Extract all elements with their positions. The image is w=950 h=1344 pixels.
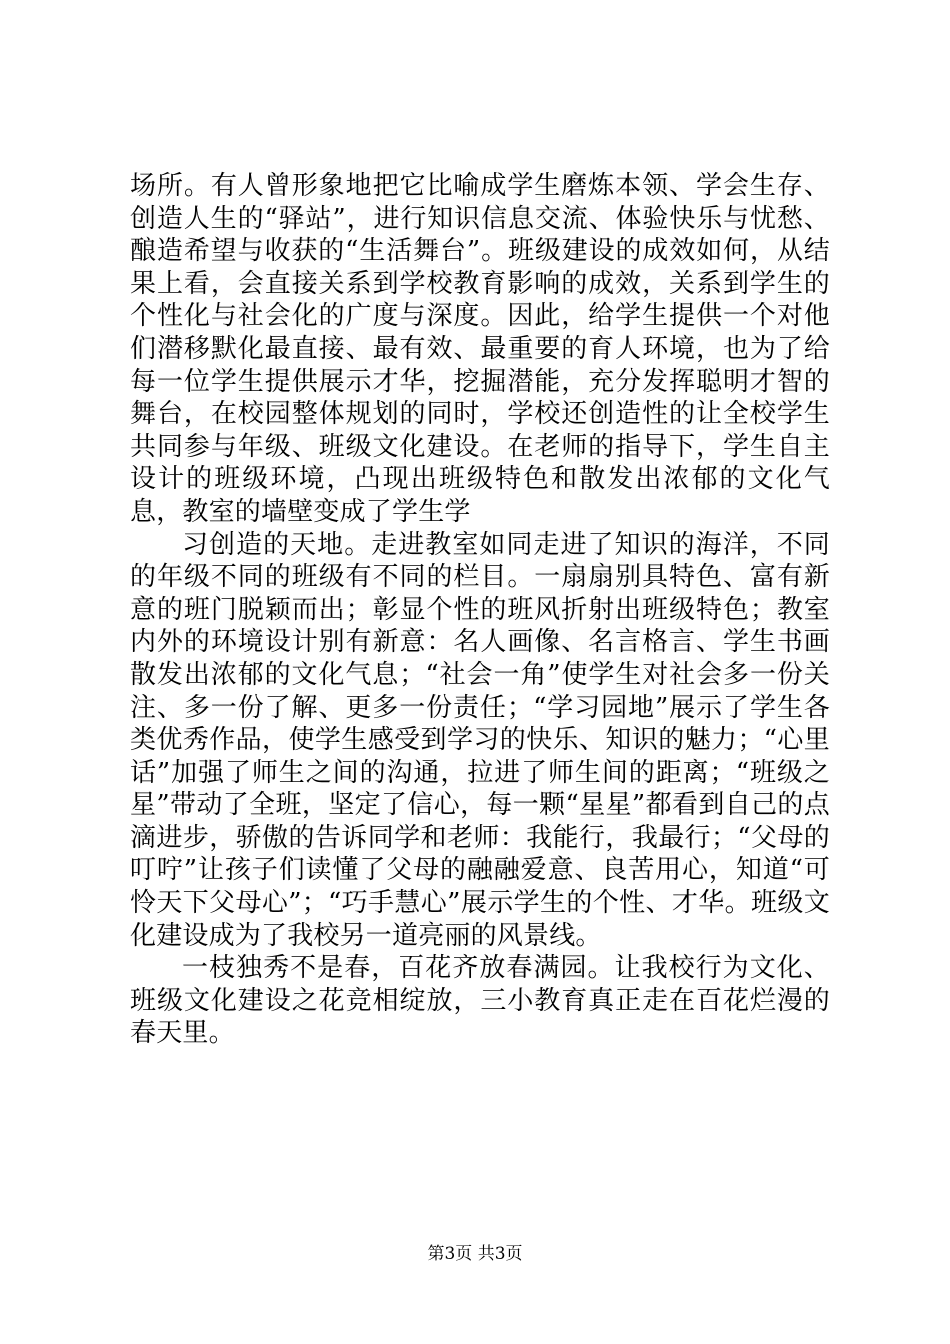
page-footer: 第3页 共3页 xyxy=(427,1244,523,1264)
paragraph-3: 一枝独秀不是春，百花齐放春满园。让我校行为文化、班级文化建设之花竞相绽放，三小教育真正走在百花烂漫的春天里。 xyxy=(130,953,830,1049)
paragraph-1: 场所。有人曾形象地把它比喻成学生磨炼本领、学会生存、创造人生的“驿站”，进行知识信息交流、体验快乐与忧愁、酿造希望与收获的“生活舞台”。班级建设的成效如何，从结果上看，会直接关系到学校教育影响的成效，关系到学生的个性化与社会化的广度与深度。因此，给学生提供一个对他们潜移默化最直接、最有效、最重要的育人环境，也为了给每一位学生提供展示才华，挖掘潜能，充分发挥聪明才智的舞台，在校园整体规划的同时，学校还创造性的让全校学生共同参与年级、班级文化建设。在老师的指导下，学生自主设计的班级环境，凸现出班级特色和散发出浓郁的文化气息，教室的墙壁变成了学生学 xyxy=(130,171,830,527)
paragraph-2: 习创造的天地。走进教室如同走进了知识的海洋，不同的年级不同的班级有不同的栏目。一扇扇别具特色、富有新意的班门脱颖而出；彰显个性的班风折射出班级特色；教室内外的环境设计别有新意：名人画像、名言格言、学生书画散发出浓郁的文化气息；“社会一角”使学生对社会多一份关注、多一份了解、更多一份责任；“学习园地”展示了学生各类优秀作品，使学生感受到学习的快乐、知识的魅力；“心里话”加强了师生之间的沟通，拉进了师生间的距离；“班级之星”带动了全班，坚定了信心，每一颗“星星”都看到自己的点滴进步，骄傲的告诉同学和老师：我能行，我最行；“父母的叮咛”让孩子们读懂了父母的融融爱意、良苦用心，知道“可怜天下父母心”；“巧手慧心”展示学生的个性、才华。班级文化建设成为了我校另一道亮丽的风景线。 xyxy=(130,529,830,951)
document-body xyxy=(130,170,830,1050)
